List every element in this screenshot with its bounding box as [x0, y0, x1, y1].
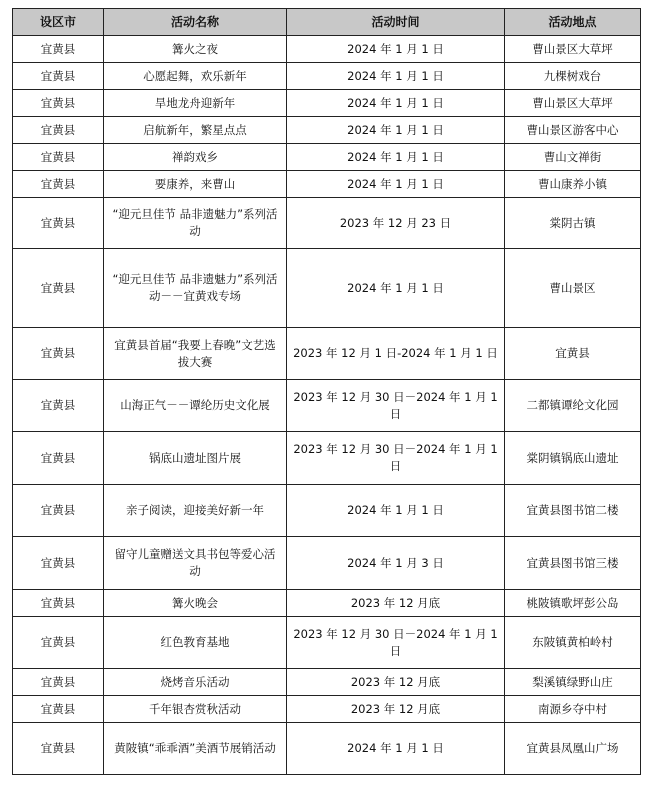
table-row	[13, 144, 641, 171]
cell-activity-name: 启航新年，繁星点点	[104, 117, 287, 144]
cell-activity-time: 2023 年 12 月底	[287, 696, 505, 723]
cell-activity-venue: 东陂镇黄柏岭村	[505, 617, 641, 669]
header-activity-venue: 活动地点	[505, 9, 641, 36]
cell-activity-venue: 曹山景区大草坪	[505, 36, 641, 63]
table-row	[13, 117, 641, 144]
header-activity-name: 活动名称	[104, 9, 287, 36]
table-row	[13, 36, 641, 63]
table-row	[13, 723, 641, 775]
table-row	[13, 669, 641, 696]
cell-county: 宜黄县	[13, 617, 104, 669]
cell-activity-name: 旱地龙舟迎新年	[104, 90, 287, 117]
header-county: 设区市	[13, 9, 104, 36]
cell-county: 宜黄县	[13, 590, 104, 617]
cell-activity-venue: 宜黄县凤凰山广场	[505, 723, 641, 775]
cell-activity-venue: 宜黄县	[505, 328, 641, 380]
cell-activity-name: 山海正气－－谭纶历史文化展	[104, 380, 287, 432]
cell-county: 宜黄县	[13, 171, 104, 198]
cell-county: 宜黄县	[13, 90, 104, 117]
cell-activity-name: 留守儿童赠送文具书包等爱心活动	[104, 537, 287, 590]
cell-activity-time: 2024 年 1 月 1 日	[287, 90, 505, 117]
cell-county: 宜黄县	[13, 328, 104, 380]
cell-activity-venue: 棠阴镇锅底山遗址	[505, 432, 641, 485]
cell-activity-time: 2023 年 12 月 23 日	[287, 198, 505, 249]
cell-activity-name: 黄陂镇“乖乖酒”美酒节展销活动	[104, 723, 287, 775]
cell-activity-name: 亲子阅读，迎接美好新一年	[104, 485, 287, 537]
table-row	[13, 90, 641, 117]
cell-county: 宜黄县	[13, 432, 104, 485]
cell-activity-name: 锅底山遗址图片展	[104, 432, 287, 485]
cell-activity-time: 2023 年 12 月 30 日－2024 年 1 月 1 日	[287, 617, 505, 669]
cell-activity-name: “迎元旦佳节 品非遗魅力”系列活动－－宜黄戏专场	[104, 249, 287, 328]
table-row	[13, 696, 641, 723]
cell-activity-time: 2024 年 1 月 1 日	[287, 144, 505, 171]
cell-county: 宜黄县	[13, 380, 104, 432]
cell-activity-name: 篝火晚会	[104, 590, 287, 617]
cell-activity-name: 宜黄县首届“我要上春晚”文艺选拔大赛	[104, 328, 287, 380]
cell-activity-time: 2024 年 1 月 1 日	[287, 249, 505, 328]
table-row	[13, 328, 641, 380]
table-row	[13, 485, 641, 537]
cell-activity-venue: 宜黄县图书馆三楼	[505, 537, 641, 590]
table-row	[13, 432, 641, 485]
cell-activity-time: 2024 年 1 月 1 日	[287, 723, 505, 775]
cell-activity-name: 千年银杏赏秋活动	[104, 696, 287, 723]
cell-activity-time: 2024 年 1 月 1 日	[287, 171, 505, 198]
cell-county: 宜黄县	[13, 36, 104, 63]
table-row	[13, 590, 641, 617]
cell-activity-venue: 曹山景区游客中心	[505, 117, 641, 144]
cell-activity-venue: 棠阴古镇	[505, 198, 641, 249]
cell-activity-venue: 南源乡夺中村	[505, 696, 641, 723]
cell-activity-time: 2024 年 1 月 1 日	[287, 36, 505, 63]
cell-activity-venue: 桃陂镇歌坪彭公岛	[505, 590, 641, 617]
cell-activity-time: 2023 年 12 月 1 日-2024 年 1 月 1 日	[287, 328, 505, 380]
table-row	[13, 198, 641, 249]
cell-county: 宜黄县	[13, 485, 104, 537]
cell-activity-time: 2023 年 12 月 30 日－2024 年 1 月 1 日	[287, 380, 505, 432]
cell-activity-venue: 曹山康养小镇	[505, 171, 641, 198]
table-row	[13, 537, 641, 590]
cell-activity-time: 2024 年 1 月 1 日	[287, 63, 505, 90]
cell-activity-name: 心愿起舞，欢乐新年	[104, 63, 287, 90]
header-row	[13, 9, 641, 36]
cell-county: 宜黄县	[13, 249, 104, 328]
cell-county: 宜黄县	[13, 117, 104, 144]
cell-activity-venue: 九棵树戏台	[505, 63, 641, 90]
table-row	[13, 617, 641, 669]
table-row	[13, 171, 641, 198]
cell-activity-time: 2024 年 1 月 1 日	[287, 117, 505, 144]
cell-activity-name: 要康养，来曹山	[104, 171, 287, 198]
cell-activity-name: 红色教育基地	[104, 617, 287, 669]
cell-activity-name: 烧烤音乐活动	[104, 669, 287, 696]
cell-activity-venue: 曹山景区大草坪	[505, 90, 641, 117]
table-row	[13, 249, 641, 328]
cell-activity-venue: 二都镇谭纶文化园	[505, 380, 641, 432]
cell-county: 宜黄县	[13, 63, 104, 90]
table-row	[13, 63, 641, 90]
cell-activity-time: 2023 年 12 月 30 日－2024 年 1 月 1 日	[287, 432, 505, 485]
cell-county: 宜黄县	[13, 669, 104, 696]
cell-activity-time: 2023 年 12 月底	[287, 590, 505, 617]
cell-county: 宜黄县	[13, 198, 104, 249]
cell-activity-name: 篝火之夜	[104, 36, 287, 63]
cell-county: 宜黄县	[13, 537, 104, 590]
events-table	[12, 8, 641, 775]
cell-county: 宜黄县	[13, 723, 104, 775]
cell-activity-time: 2024 年 1 月 1 日	[287, 485, 505, 537]
cell-activity-name: “迎元旦佳节 品非遗魅力”系列活动	[104, 198, 287, 249]
cell-activity-venue: 曹山景区	[505, 249, 641, 328]
header-activity-time: 活动时间	[287, 9, 505, 36]
table-row	[13, 380, 641, 432]
cell-activity-time: 2024 年 1 月 3 日	[287, 537, 505, 590]
cell-activity-venue: 梨溪镇绿野山庄	[505, 669, 641, 696]
cell-county: 宜黄县	[13, 144, 104, 171]
cell-activity-venue: 宜黄县图书馆二楼	[505, 485, 641, 537]
cell-activity-time: 2023 年 12 月底	[287, 669, 505, 696]
cell-activity-venue: 曹山文禅街	[505, 144, 641, 171]
cell-activity-name: 禅韵戏乡	[104, 144, 287, 171]
cell-county: 宜黄县	[13, 696, 104, 723]
